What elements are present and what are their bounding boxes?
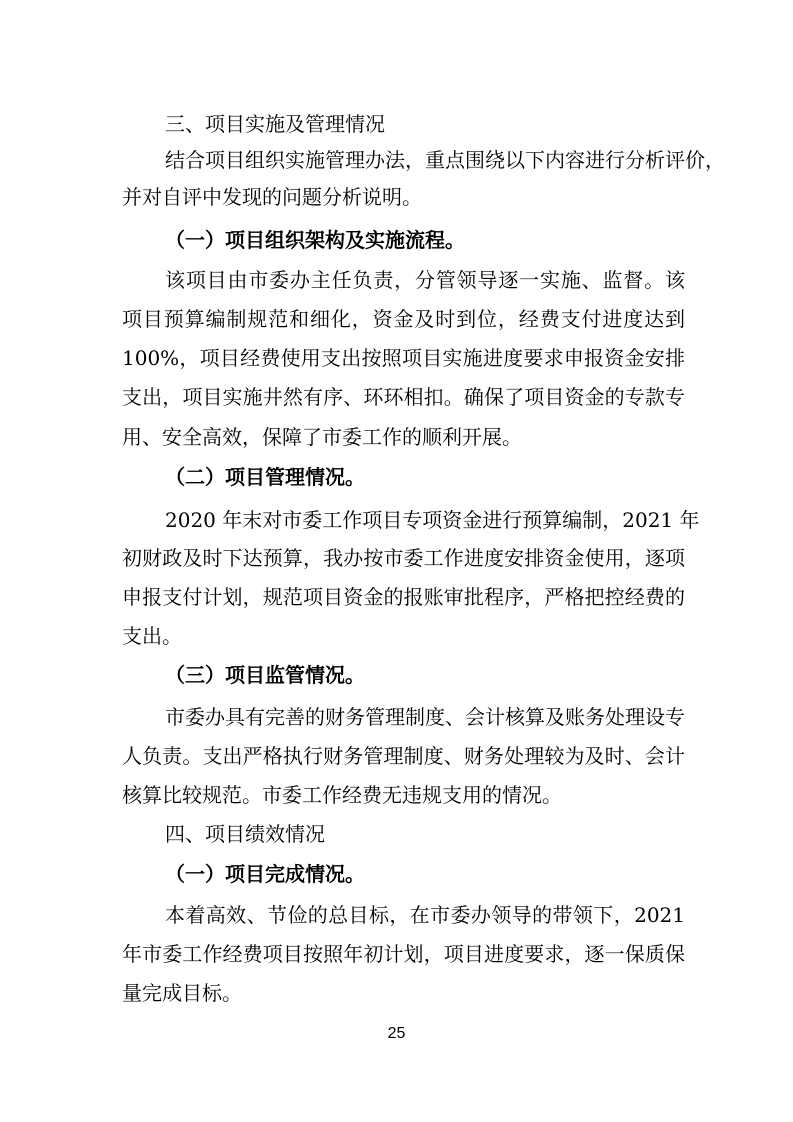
subsection-3-1-line-4: 支出，项目实施井然有序、环环相扣。确保了项目资金的专款专	[122, 385, 685, 409]
subsection-3-3-line-3: 核算比较规范。市委工作经费无违规支用的情况。	[122, 783, 562, 807]
subsection-3-2-heading: （二）项目管理情况。	[165, 465, 365, 489]
subsection-3-1-line-2: 项目预算编制规范和细化，资金及时到位，经费支付进度达到	[122, 307, 685, 331]
section-4-heading: 四、项目绩效情况	[165, 822, 325, 846]
subsection-4-1-line-3: 量完成目标。	[122, 981, 242, 1005]
subsection-3-3-heading: （三）项目监管情况。	[165, 663, 365, 687]
section-3-intro-line-1: 结合项目组织实施管理办法，重点围绕以下内容进行分析评价，	[165, 148, 725, 172]
subsection-4-1-heading: （一）项目完成情况。	[165, 862, 365, 886]
subsection-3-3-line-1: 市委办具有完善的财务管理制度、会计核算及账务处理设专	[165, 705, 685, 729]
subsection-3-1-line-1: 该项目由市委办主任负责，分管领导逐一实施、监督。该	[165, 268, 685, 292]
page-number: 25	[387, 1025, 406, 1042]
subsection-4-1-line-2: 年市委工作经费项目按照年初计划，项目进度要求，逐一保质保	[122, 942, 685, 966]
subsection-3-2-line-1: 2020 年末对市委工作项目专项资金进行预算编制，2021 年	[165, 508, 700, 532]
subsection-3-2-line-3: 申报支付计划，规范项目资金的报账审批程序，严格把控经费的	[122, 585, 685, 609]
subsection-3-3-line-2: 人负责。支出严格执行财务管理制度、财务处理较为及时、会计	[122, 744, 685, 768]
subsection-3-2-line-4: 支出。	[122, 624, 182, 648]
subsection-3-1-line-5: 用、安全高效，保障了市委工作的顺利开展。	[122, 425, 522, 449]
subsection-4-1-line-1: 本着高效、节俭的总目标，在市委办领导的带领下，2021	[165, 903, 685, 927]
subsection-3-1-heading: （一）项目组织架构及实施流程。	[165, 228, 465, 252]
section-3-heading: 三、项目实施及管理情况	[165, 112, 385, 136]
subsection-3-1-line-3: 100%，项目经费使用支出按照项目实施进度要求申报资金安排	[122, 346, 685, 370]
section-3-intro-line-2: 并对自评中发现的问题分析说明。	[122, 185, 422, 209]
subsection-3-2-line-2: 初财政及时下达预算，我办按市委工作进度安排资金使用，逐项	[122, 546, 685, 570]
